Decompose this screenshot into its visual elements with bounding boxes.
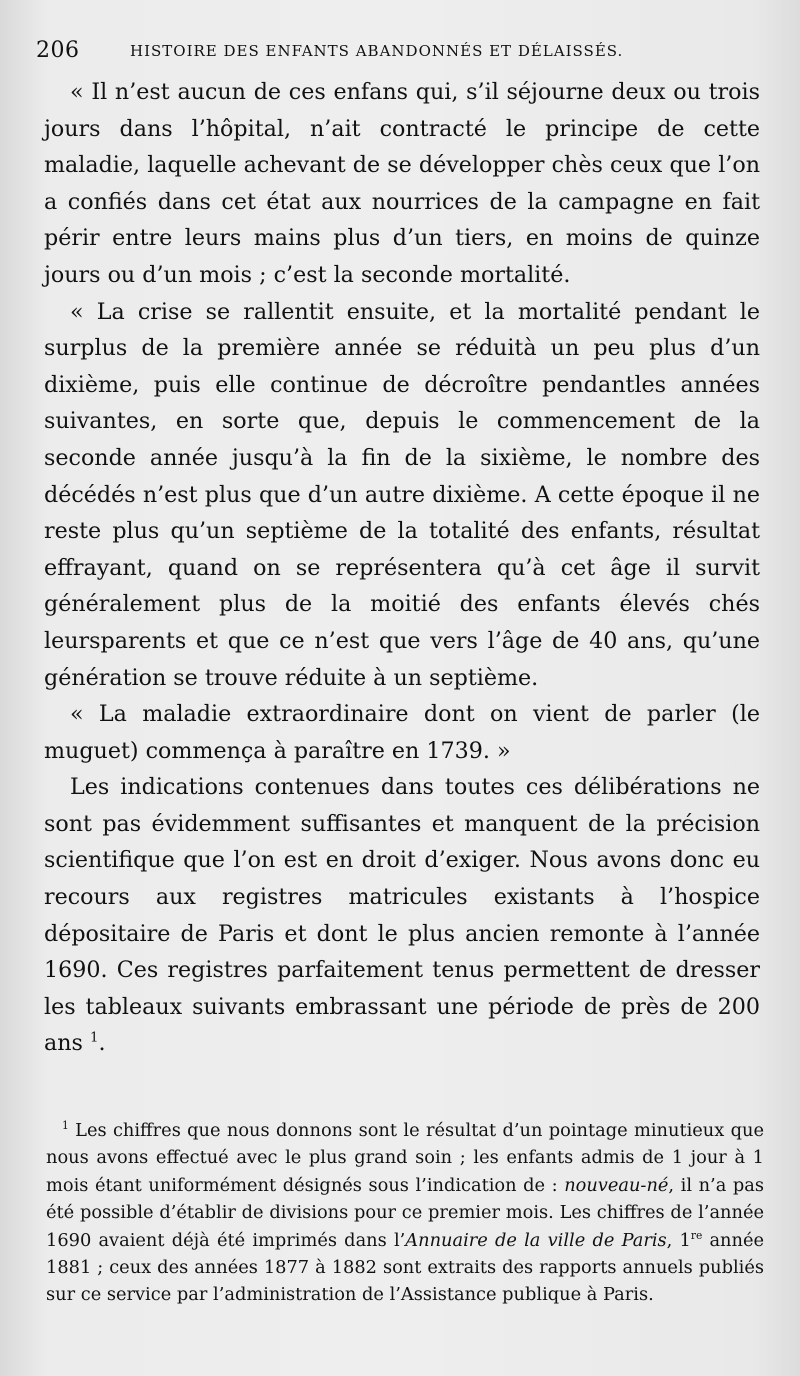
footnote-reference: 1 bbox=[89, 1031, 99, 1047]
footnote-italic-term: nouveau-né bbox=[564, 1174, 669, 1196]
footnote-italic-title: Annuaire de la ville de Paris bbox=[405, 1229, 667, 1251]
page-header bbox=[36, 38, 766, 74]
paragraph-quote-1: « Il n’est aucun de ces enfans qui, s’il séjourne deux ou trois jours dans l’hôpital, n’ait contracté le principe de cette maladie, laquelle achevant de se développer chès ceux que l’on a confiés dans cet état aux nourrices de la campagne en fait périr entre leurs mains plus d’un tiers, en moins de quinze jours ou d’un mois ; c’est la seconde mortalité. bbox=[44, 79, 760, 288]
footnote-part-1: Les chiffres que nous donnons sont le résultat d’un pointage minutieux que nous avons effectué avec le plus grand soin ; les enfants admis de 1 jour à 1 mois étant uniformément désignés sous l’indication de : bbox=[46, 1120, 764, 1196]
footnote-text bbox=[46, 1117, 764, 1309]
paragraph-main: Les indications contenues dans toutes ces délibérations ne sont pas évidemment suffisantes et manquent de la précision scientifique que l’on est en droit d’exiger. Nous avons donc eu recours aux registres matricules existants à l’hospice dépositaire de Paris et dont le plus ancien remonte à l’année 1690. Ces registres parfaitement tenus permettent de dresser les tableaux suivants embrassant une période de près de 200 ans $^1$. bbox=[44, 774, 760, 1057]
running-head: HISTOIRE DES ENFANTS ABANDONNÉS ET DÉLAISSÉS. bbox=[130, 42, 624, 60]
footnote-marker: 1 bbox=[62, 1119, 69, 1133]
paragraph-quote-3: « La maladie extraordinaire dont on vient de parler (le muguet) commença à paraître en 1739. » bbox=[44, 701, 760, 764]
footnote-part-2: , il n’a pas été possible d’établir de divisions pour ce premier mois. Les chiffres de l’année 1690 avaient déjà été imprimés dans l’ bbox=[46, 1174, 764, 1251]
footnote-part-4: année 1881 ; ceux des années 1877 à 1882 sont extraits des rapports annuels publiés sur ce service par l’administration de l’Assistance publique à Paris. bbox=[46, 1229, 765, 1306]
body-text bbox=[44, 74, 760, 1062]
footnote-part-3: , 1 bbox=[666, 1229, 691, 1251]
paragraph-quote-2: « La crise se rallentit ensuite, et la mortalité pendant le surplus de la première année se réduità un peu plus d’un dixième, puis elle continue de décroître pendantles années suivantes, en sorte que, depuis le commencement de la seconde année jusqu’à la fin de la sixième, le nombre des décédés n’est plus que d’un autre dixième. A cette époque il ne reste plus qu’un septième de la totalité des enfants, résultat effrayant, quand on se représentera qu’à cet âge il survit généralement plus de la moitié des enfants élevés chés leursparents et que ce n’est que vers l’âge de 40 ans, qu’une génération se trouve réduite à un septième. bbox=[44, 298, 760, 691]
footnote-edition-superscript: re bbox=[690, 1228, 703, 1242]
page-number: 206 bbox=[36, 38, 80, 63]
paragraph-main-text: Les indications contenues dans toutes ces délibérations ne sont pas évidemment suffisantes et manquent de la précision scientifique que l’on est en droit d’exiger. Nous avons donc eu recours aux registres matricules existants à l’hospice dépositaire de Paris et dont le plus ancien remonte à l’année 1690. Ces registres parfaitement tenus permettent de dresser les tableaux suivants embrassant une période de près de 200 ans bbox=[44, 774, 760, 1057]
footnote bbox=[46, 1117, 764, 1309]
